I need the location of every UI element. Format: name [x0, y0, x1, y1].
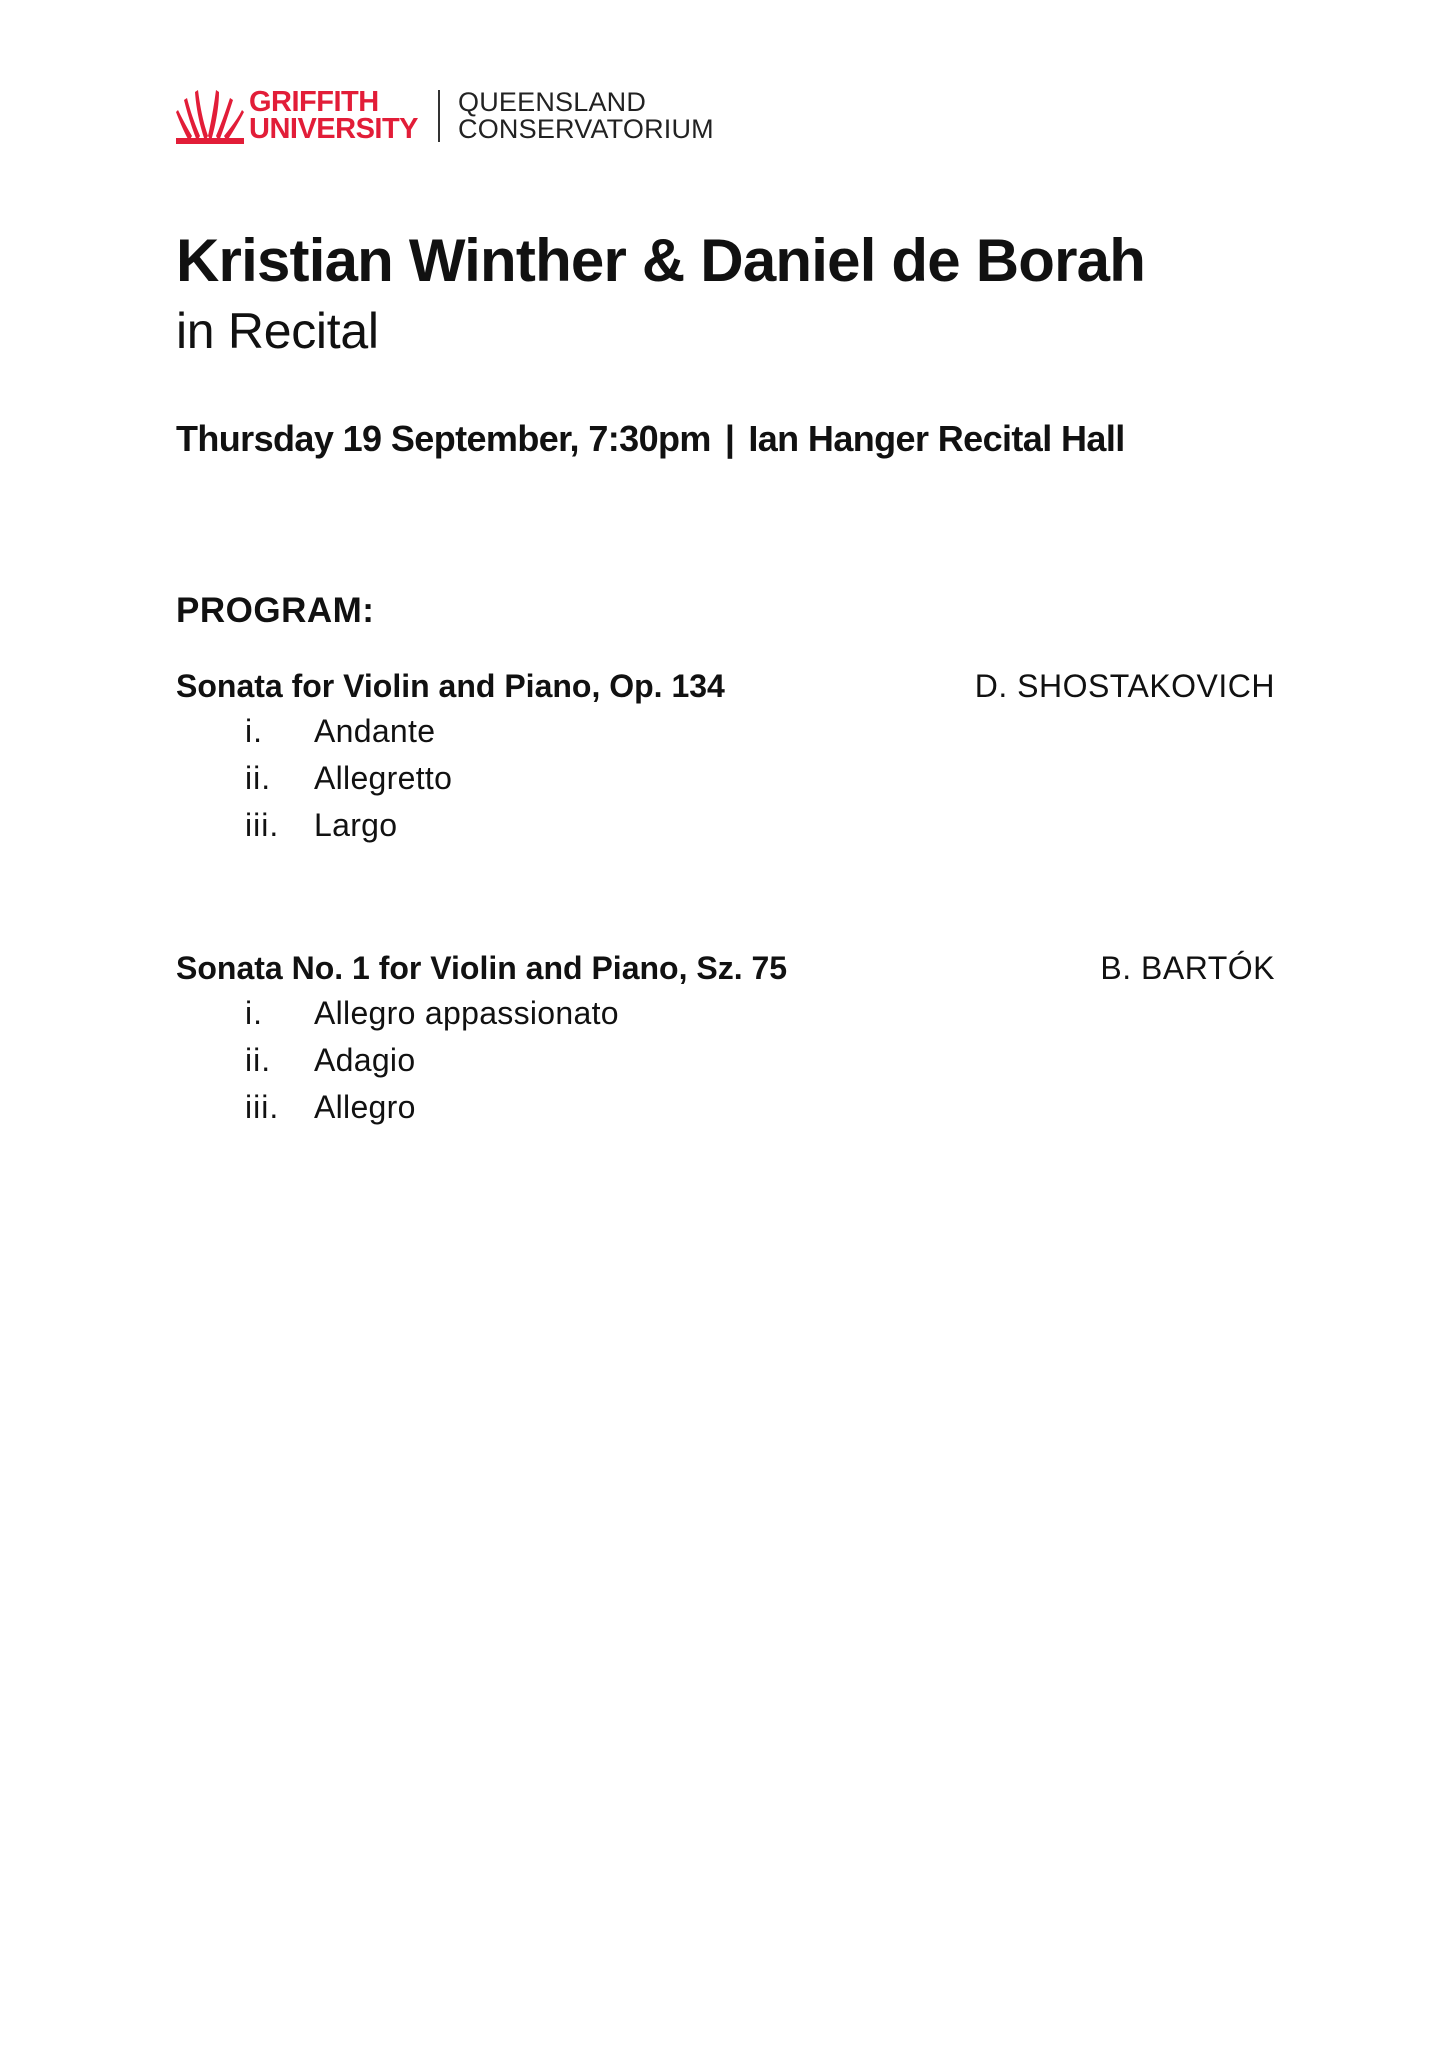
logo-divider: [438, 90, 440, 142]
movement-list: [176, 708, 1275, 849]
work-title: Sonata for Violin and Piano, Op. 134: [176, 668, 725, 704]
movement-number: i.: [245, 995, 263, 1031]
movement-item: [176, 990, 1275, 1037]
movement-name: Largo: [314, 807, 398, 843]
movement-name: Allegro: [314, 1089, 416, 1125]
work-composer: D. SHOSTAKOVICH: [974, 668, 1275, 704]
movement-item: [176, 1037, 1275, 1084]
movement-number: ii.: [245, 760, 272, 796]
logo: [176, 86, 714, 146]
movement-item: [176, 755, 1275, 802]
event-venue: Ian Hanger Recital Hall: [748, 418, 1125, 459]
movement-number: ii.: [245, 1042, 272, 1078]
page-title: Kristian Winther & Daniel de Borah: [176, 227, 1146, 294]
event-separator: |: [724, 418, 735, 459]
movement-name: Andante: [314, 713, 436, 749]
program-heading: PROGRAM:: [176, 591, 375, 630]
program-work: [176, 946, 1275, 1131]
movement-number: i.: [245, 713, 263, 749]
movement-item: [176, 802, 1275, 849]
event-details: [176, 414, 1125, 464]
university-wordmark-line: GRIFFITH: [249, 86, 379, 118]
movement-name: Adagio: [314, 1042, 416, 1078]
work-header: [176, 664, 1275, 708]
movement-name: Allegretto: [314, 760, 453, 796]
program-work: [176, 664, 1275, 849]
page-subtitle: in Recital: [176, 303, 379, 359]
conservatorium-wordmark-line: QUEENSLAND: [458, 87, 647, 117]
griffith-logo-mark-icon: [176, 88, 244, 144]
university-wordmark: [249, 86, 419, 145]
work-title: Sonata No. 1 for Violin and Piano, Sz. 75: [176, 950, 788, 986]
university-wordmark-line: UNIVERSITY: [249, 113, 419, 145]
conservatorium-wordmark-line: CONSERVATORIUM: [458, 114, 714, 144]
work-header: [176, 946, 1275, 990]
movement-list: [176, 990, 1275, 1131]
movement-item: [176, 708, 1275, 755]
movement-number: iii.: [245, 1089, 280, 1125]
event-date-time: Thursday 19 September, 7:30pm: [176, 418, 711, 459]
movement-item: [176, 1084, 1275, 1131]
movement-number: iii.: [245, 807, 280, 843]
movement-name: Allegro appassionato: [314, 995, 619, 1031]
work-composer: B. BARTÓK: [1100, 950, 1275, 986]
conservatorium-wordmark: [458, 89, 714, 143]
